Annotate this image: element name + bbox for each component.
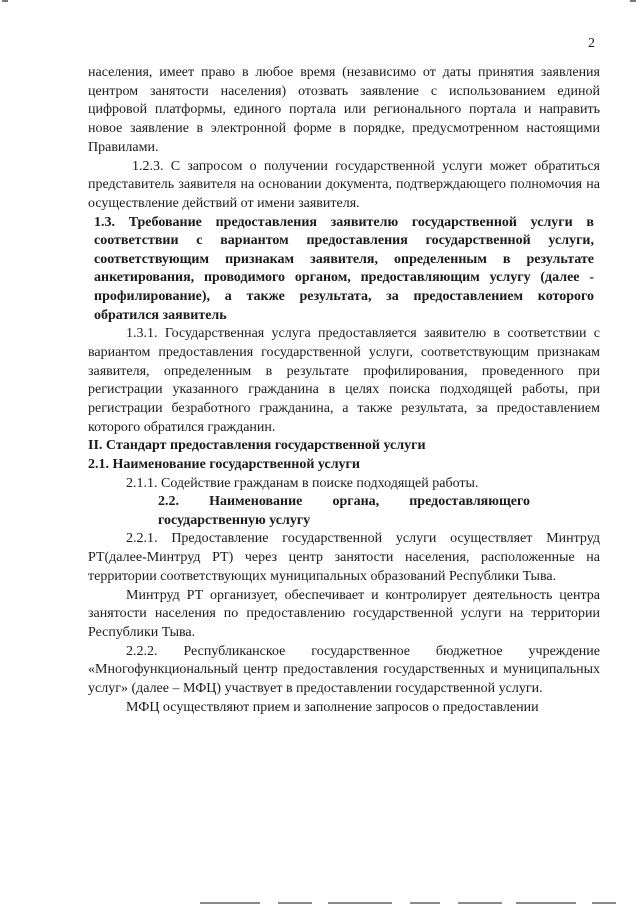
scan-corner-mark [630,0,636,2]
scan-bottom-artifacts [200,902,620,906]
paragraph-intro: населения, имеет право в любое время (независимо от даты принятия заявления центром занятости населения) отозвать заявление с использованием единой цифровой платформы, единого портала или регионального портала и направить новое заявление в электронной форме в порядке, предусмотренном настоящими Правилами. [88,65,600,155]
document-body [88,64,600,718]
paragraph-mintrud: Минтруд РТ организует, обеспечивает и контролирует деятельность центра занятости населения по предоставлению государственной услуги на территории Республики Тыва. [88,587,600,640]
paragraph-1-2-3: 1.2.3. С запросом о получении государственной услуги может обратиться представитель заявителя на основании документа, подтверждающего полномочия на осуществление действий от имени заявителя. [88,158,600,211]
paragraph-mfc: МФЦ осуществляют прием и заполнение запросов о предоставлении [126,699,539,715]
section-heading-2-1: 2.1. Наименование государственной услуги [88,457,360,472]
paragraph-1-3-1: 1.3.1. Государственная услуга предоставляется заявителю в соответствии с вариантом предоставления государственной услуги, соответствующим признакам заявителя, определенным в результате профилирования, проведенного при регистрации указанного гражданина в целях поиска подходящей работы, при регистрации безработного гражданина, а также результата, за предоставлением которого обратился гражданин. [88,326,600,435]
chapter-heading-2: II. Стандарт предоставления государственной услуги [88,438,426,454]
section-heading-2-2: 2.2. Наименование органа, предоставляющего государственную услугу [158,494,530,528]
page-number: 2 [588,36,595,51]
paragraph-2-1-1: 2.1.1. Содействие гражданам в поиске подходящей работы. [126,475,479,491]
section-heading-1-3: 1.3. Требование предоставления заявителю государственной услуги в соответствии с вариантом предоставления государственной услуги, соответствующим признакам заявителя, определенным в результате анкетирования, проводимого органом, предоставляющим услугу (далее - профилирование), а также результата, за предоставлением которого обратился заявитель [94,214,594,323]
paragraph-2-2-1: 2.2.1. Предоставление государственной услуги осуществляет Минтруд РТ(далее-Минтруд РТ) через центр занятости населения, расположенные на территории соответствующих муниципальных образований Республики Тыва. [88,531,600,584]
paragraph-2-2-2: 2.2.2. Республиканское государственное бюджетное учреждение «Многофункциональный центр предоставления государственных и муниципальных услуг» (далее – МФЦ) участвует в предоставлении государственной услуги. [88,643,600,697]
scan-corner-mark [2,0,8,2]
